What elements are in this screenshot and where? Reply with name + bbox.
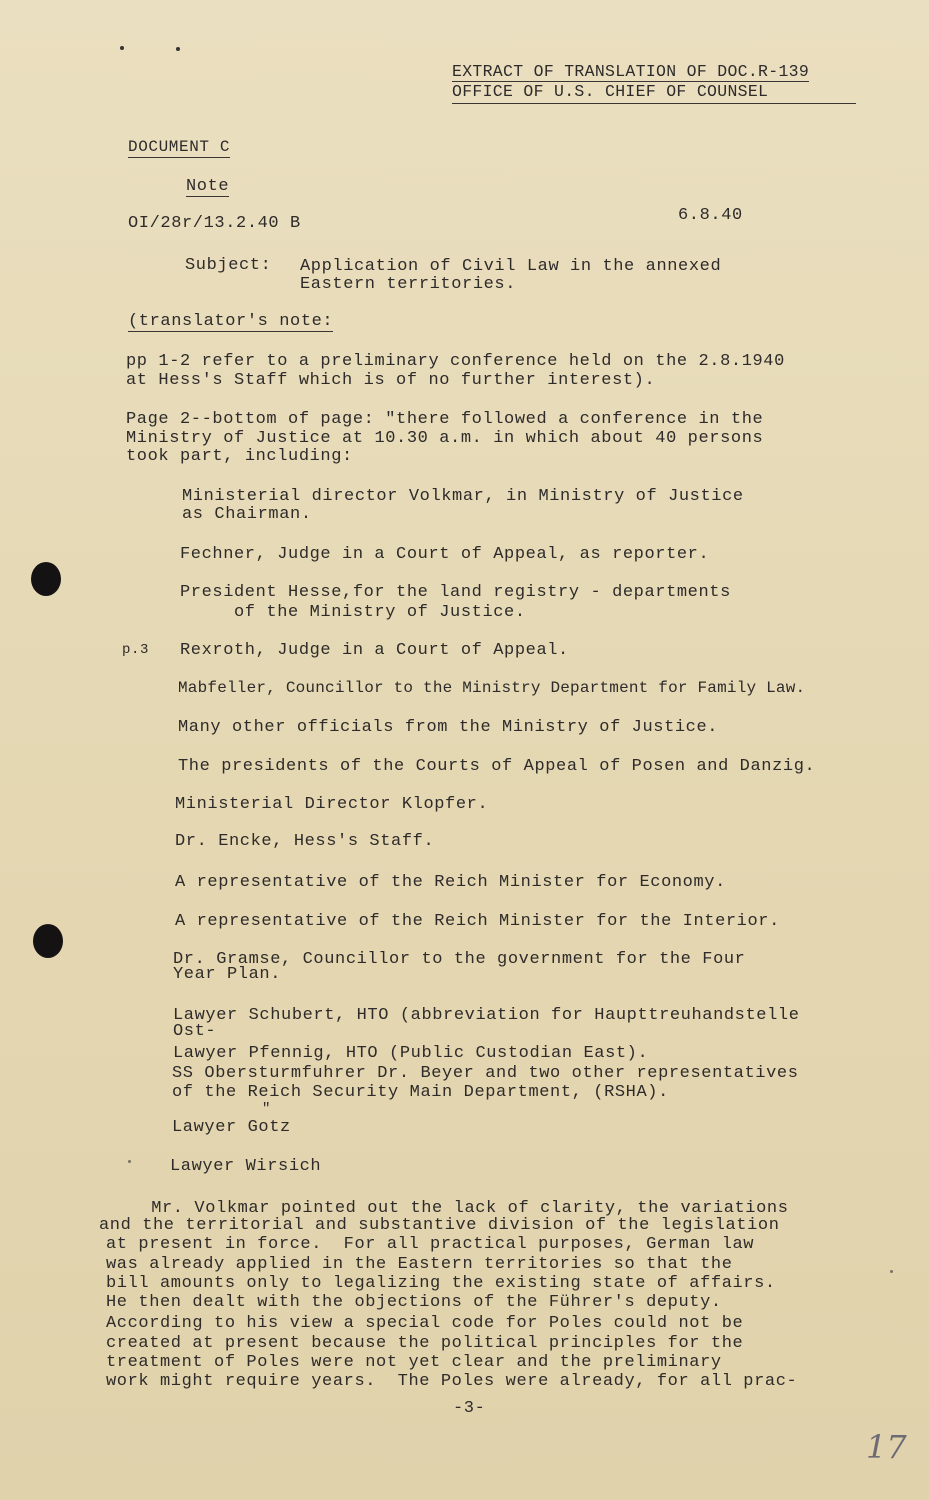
file-reference: OI/28r/13.2.40 B [128,214,301,233]
participant-line: A representative of the Reich Minister for the Interior. [175,912,780,931]
participant-line: of the Reich Security Main Department, (RSHA). [172,1083,669,1102]
participant-line: Ost- [173,1022,217,1041]
ink-speck [890,1270,893,1273]
participant-line: Lawyer Wirsich [170,1157,322,1176]
body-line: Mr. Volkmar pointed out the lack of clarity, the variations [108,1199,789,1218]
para2-line: Page 2--bottom of page: "there followed a conference in the [126,410,764,429]
participant-line: Ministerial director Volkmar, in Ministry of Justice [182,487,744,506]
participant-line: as Chairman. [182,505,312,524]
body-line: and the territorial and substantive division of the legislation [99,1216,780,1235]
ink-speck [128,1160,131,1163]
subject-label: Subject: [185,256,272,275]
participant-line: Mabfeller, Councillor to the Ministry Department for Family Law. [178,679,806,697]
subject-line-1: Application of Civil Law in the annexed [300,257,722,276]
participant-line: Ministerial Director Klopfer. [175,795,489,814]
participant-line: SS Obersturmfuhrer Dr. Beyer and two other representatives [172,1064,799,1083]
participant-line: Dr. Encke, Hess's Staff. [175,832,435,851]
participant-line: Rexroth, Judge in a Court of Appeal. [180,641,569,660]
participant-line: Dr. Gramse, Councillor to the government for the Four [173,950,746,969]
body-line: treatment of Poles were not yet clear and the preliminary [106,1353,722,1372]
participant-line: The presidents of the Courts of Appeal of Posen and Danzig. [178,757,816,776]
participant-line: Many other officials from the Ministry of Justice. [178,718,719,737]
participant-line: President Hesse,for the land registry - departments [180,583,731,602]
participant-line: Lawyer Pfennig, HTO (Public Custodian East). [173,1044,649,1063]
participant-line: A representative of the Reich Minister for Economy. [175,873,726,892]
participant-line: Lawyer Schubert, HTO (abbreviation for Haupttreuhandstelle [173,1006,800,1025]
participant-line: Year Plan. [173,965,282,984]
ink-speck [120,46,124,50]
subject-line-2: Eastern territories. [300,275,517,294]
body-line: According to his view a special code for Poles could not be [106,1314,744,1333]
ink-speck [176,47,180,51]
ditto-mark: " [262,1101,272,1117]
participant-line: Lawyer Gotz [172,1118,291,1137]
document-label: DOCUMENT C [128,138,231,156]
translator-note-label: (translator's note: [128,312,334,331]
participant-line: Fechner, Judge in a Court of Appeal, as reporter. [180,545,710,564]
punch-hole [33,924,63,958]
body-line: at present in force. For all practical purposes, German law [106,1235,755,1254]
note-label: Note [186,177,230,196]
page-marker: p.3 [122,642,150,658]
body-line: bill amounts only to legalizing the existing state of affairs. [106,1274,776,1293]
body-line: work might require years. The Poles were already, for all prac- [106,1372,798,1391]
para2-line: took part, including: [126,447,353,466]
header-line-1: EXTRACT OF TRANSLATION OF DOC.R-139 [452,62,810,81]
document-date: 6.8.40 [678,206,743,225]
punch-hole [31,562,61,596]
page-number: -3- [453,1399,486,1418]
para1-line: at Hess's Staff which is of no further interest). [126,371,656,390]
para1-line: pp 1-2 refer to a preliminary conference held on the 2.8.1940 [126,352,785,371]
header-line-2: OFFICE OF U.S. CHIEF OF COUNSEL [452,82,856,104]
participant-line: of the Ministry of Justice. [180,603,526,622]
body-line: created at present because the political principles for the [106,1334,744,1353]
para2-line: Ministry of Justice at 10.30 a.m. in which about 40 persons [126,429,764,448]
handwritten-page-number: 17 [866,1428,907,1466]
body-line: He then dealt with the objections of the Führer's deputy. [106,1293,722,1312]
body-line: was already applied in the Eastern territories so that the [106,1255,733,1274]
